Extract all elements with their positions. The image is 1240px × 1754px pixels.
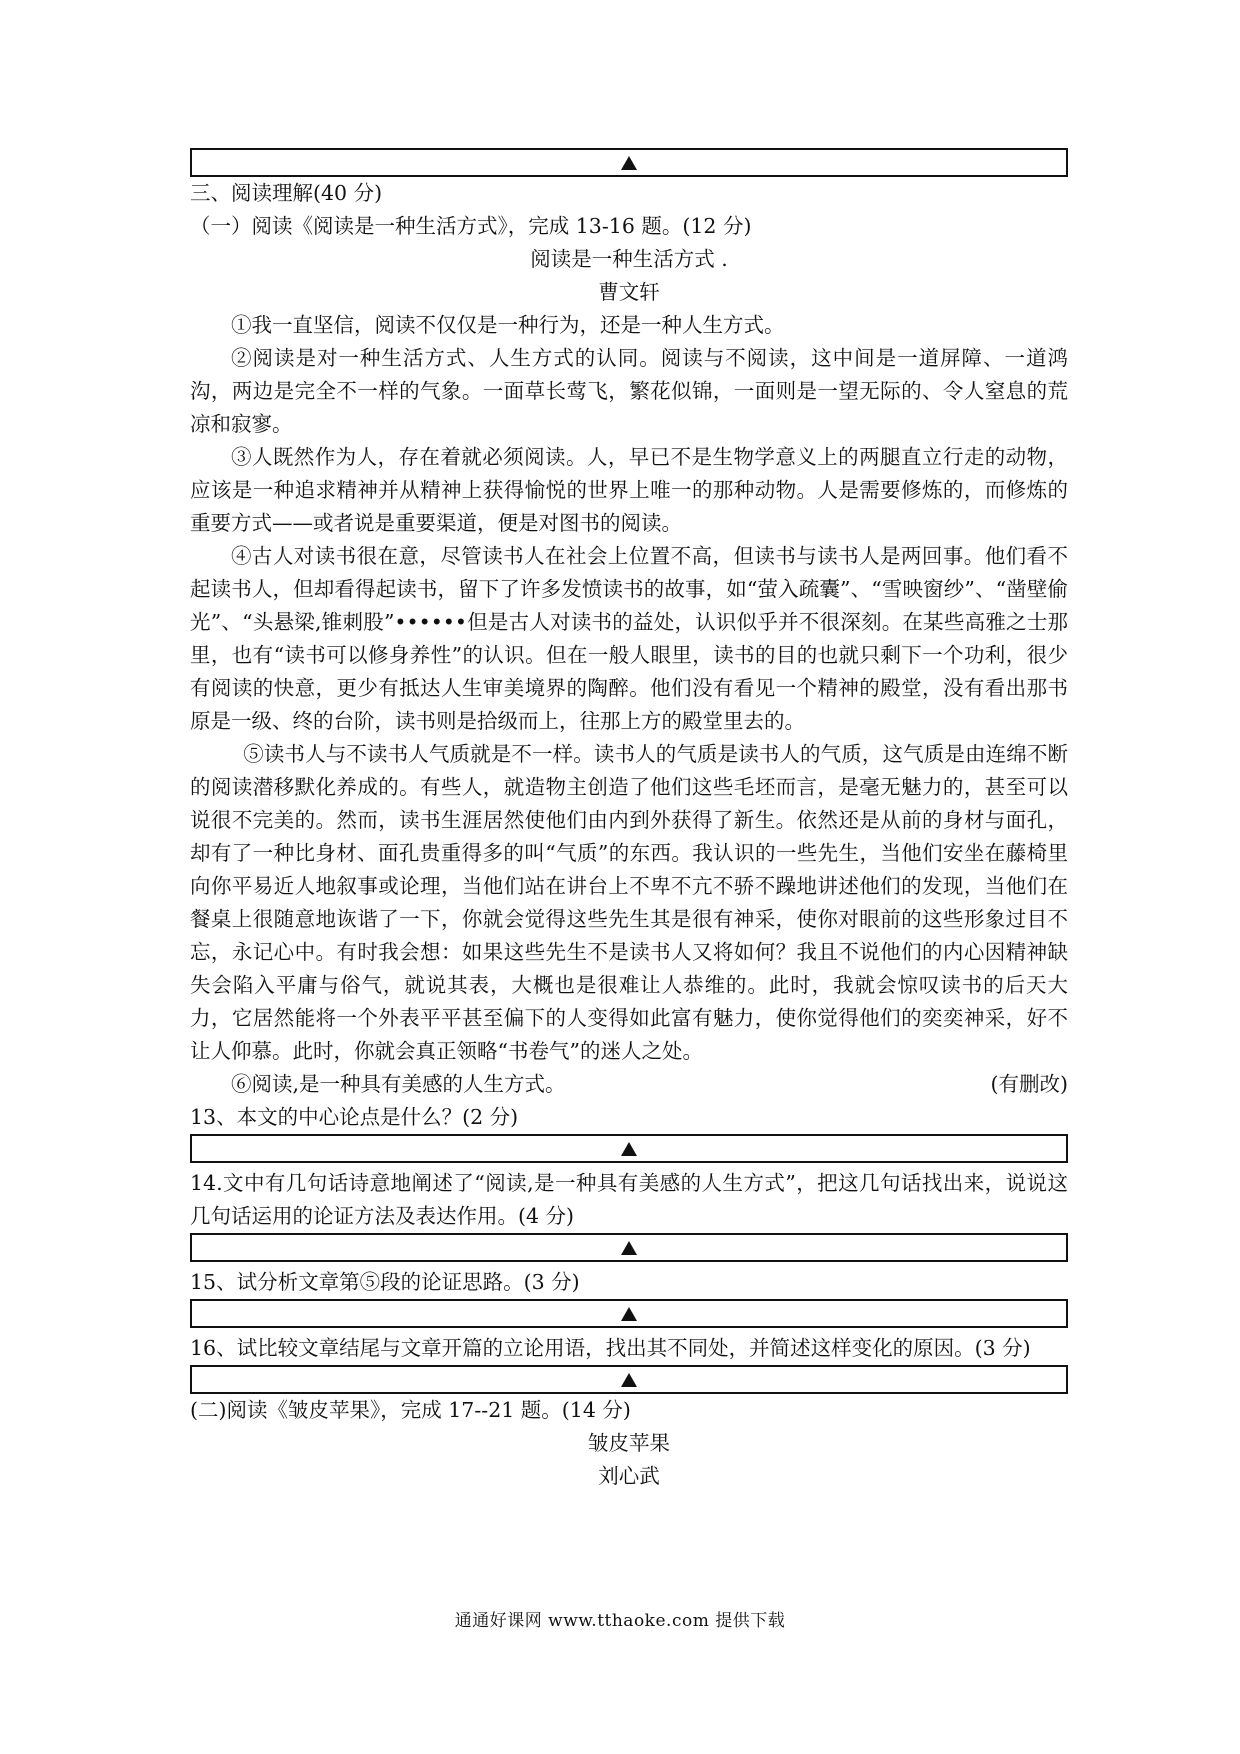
paragraph-3: ③人既然作为人，存在着就必须阅读。人，早已不是生物学意义上的两腿直立行走的动物，应该是一种追求精神并从精神上获得愉悦的世界上唯一的那种动物。人是需要修炼的，而修炼的重要方式——或者说是重要渠道，便是对图书的阅读。 bbox=[190, 445, 1068, 535]
triangle-marker-icon bbox=[621, 1373, 637, 1387]
paragraph-6: ⑥阅读,是一种具有美感的人生方式。 bbox=[231, 1072, 566, 1096]
part1-instruction: （一）阅读《阅读是一种生活方式》，完成 13-16 题。(12 分) bbox=[190, 214, 752, 238]
question-16: 16、试比较文章结尾与文章开篇的立论用语，找出其不同处，并简述这样变化的原因。(3 分) bbox=[190, 1336, 1031, 1360]
answer-box-15[interactable] bbox=[190, 1299, 1068, 1328]
story-author: 刘心武 bbox=[598, 1464, 660, 1488]
part2-instruction: (二)阅读《皱皮苹果》，完成 17--21 题。(14 分) bbox=[190, 1398, 631, 1422]
answer-box-14[interactable] bbox=[190, 1233, 1068, 1262]
triangle-marker-icon bbox=[621, 1241, 637, 1255]
paragraph-4: ④古人对读书很在意，尽管读书人在社会上位置不高，但读书与读书人是两回事。他们看不起读书人，但却看得起读书，留下了许多发愤读书的故事，如“萤入疏囊”、“雪映窗纱”、“凿壁偷光”、“头悬梁,锥刺股”••••••但是古人对读书的益处，认识似乎并不很深刻。在某些高雅之士那里，也有“读书可以修身养性”的认识。但在一般人眼里，读书的目的也就只剩下一个功利，很少有阅读的快意，更少有抵达人生审美境界的陶醉。他们没有看见一个精神的殿堂，没有看出那书原是一级、终的台阶，读书则是拾级而上，往那上方的殿堂里去的。 bbox=[190, 544, 1068, 733]
paragraph-6-row bbox=[190, 1068, 1068, 1101]
footer-download-note: 通通好课网 www.tthaoke.com 提供下载 bbox=[454, 1611, 786, 1631]
paragraph-2: ②阅读是对一种生活方式、人生方式的认同。阅读与不阅读，这中间是一道屏障、一道鸿沟，两边是完全不一样的气象。一面草长莺飞，繁花似锦，一面则是一望无际的、令人窒息的荒凉和寂寥。 bbox=[190, 346, 1068, 436]
answer-box-13[interactable] bbox=[190, 1134, 1068, 1163]
article-author: 曹文轩 bbox=[598, 280, 660, 304]
triangle-marker-icon bbox=[621, 156, 637, 170]
triangle-marker-icon bbox=[621, 1142, 637, 1156]
exam-page bbox=[190, 148, 1068, 1493]
answer-box-16[interactable] bbox=[190, 1365, 1068, 1394]
paragraph-5: ⑤读书人与不读书人气质就是不一样。读书人的气质是读书人的气质，这气质是由连绵不断的阅读潜移默化养成的。有些人，就造物主创造了他们这些毛坯而言，是毫无魅力的，甚至可以说很不完美的。然而，读书生涯居然使他们由内到外获得了新生。依然还是从前的身材与面孔，却有了一种比身材、面孔贵重得多的叫“气质”的东西。我认识的一些先生，当他们安坐在藤椅里向你平易近人地叙事或论理，当他们站在讲台上不卑不亢不骄不躁地讲述他们的发现，当他们在餐桌上很随意地诙谐了一下，你就会觉得这些先生其是很有神采，使你对眼前的这些形象过目不忘，永记心中。有时我会想：如果这些先生不是读书人又将如何？我且不说他们的内心因精神缺失会陷入平庸与俗气，就说其表，大概也是很难让人恭维的。此时，我就会惊叹读书的后天大力，它居然能将一个外表平平甚至偏下的人变得如此富有魅力，使你觉得他们的奕奕神采，好不让人仰慕。此时，你就会真正领略“书卷气”的迷人之处。 bbox=[190, 742, 1068, 1063]
answer-box[interactable] bbox=[190, 148, 1068, 177]
question-13: 13、本文的中心论点是什么？(2 分) bbox=[190, 1105, 519, 1129]
section-heading: 三、阅读理解(40 分) bbox=[190, 181, 383, 205]
paragraph-1: ①我一直坚信，阅读不仅仅是一种行为，还是一种人生方式。 bbox=[231, 313, 785, 337]
triangle-marker-icon bbox=[621, 1307, 637, 1321]
edit-note: (有删改) bbox=[990, 1072, 1068, 1096]
story-title: 皱皮苹果 bbox=[588, 1431, 670, 1455]
question-15: 15、试分析文章第⑤段的论证思路。(3 分) bbox=[190, 1270, 580, 1294]
article-title: 阅读是一种生活方式 . bbox=[530, 247, 728, 271]
question-14: 14.文中有几句话诗意地阐述了“阅读,是一种具有美感的人生方式”，把这几句话找出来，说说这几句话运用的论证方法及表达作用。(4 分) bbox=[190, 1171, 1068, 1228]
